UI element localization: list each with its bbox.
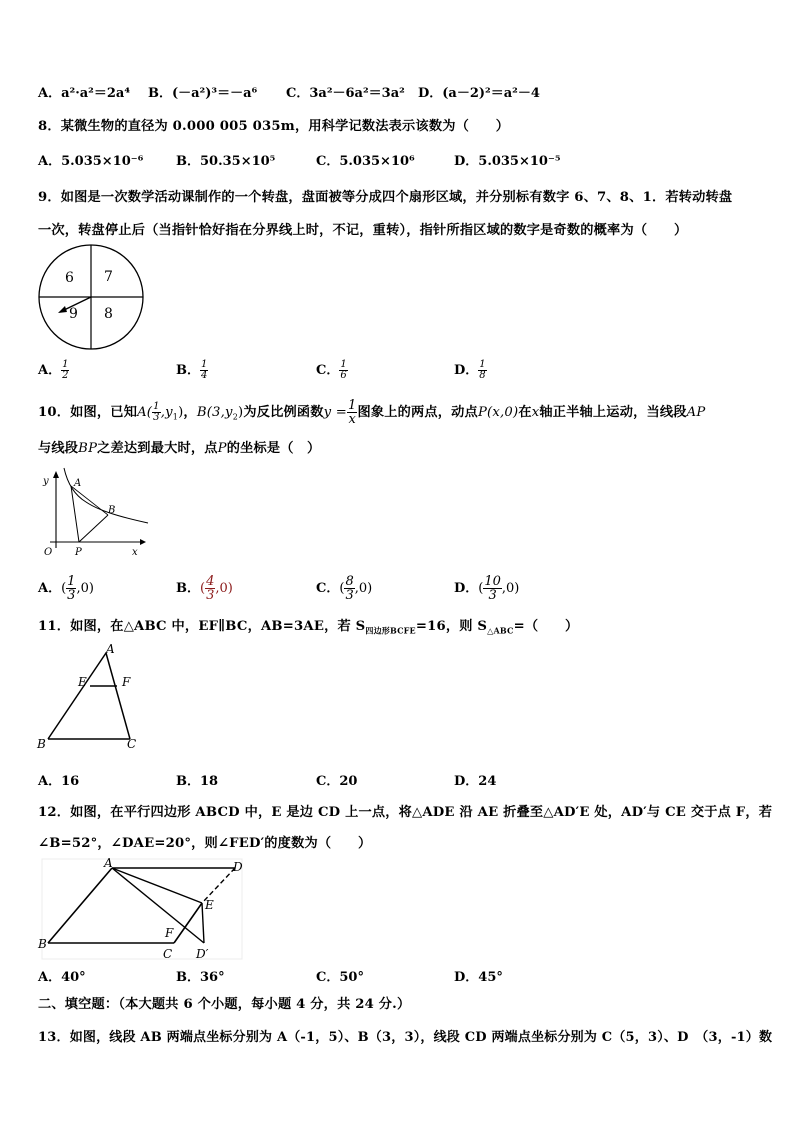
- segment-ae: [112, 868, 202, 903]
- q11-option-c: C．20: [316, 774, 358, 789]
- q10-option-c-tail: ,0): [354, 581, 373, 596]
- point-b-label: B: [108, 505, 116, 516]
- q10-point-a-den: 3: [153, 412, 160, 423]
- q9-stem-line2: 一次，转盘停止后（当指针恰好指在分界线上时，不记，重转），指针所指区域的数字是奇数的概率为（ ）: [38, 223, 688, 238]
- q10-option-c-num: 8: [345, 574, 354, 589]
- sector-label-9: 9: [69, 306, 78, 322]
- q10-text-6: 轴正半轴上运动，当线段: [539, 405, 687, 420]
- q10-function-den: x: [348, 412, 356, 427]
- q10-segment-bp: BP: [78, 441, 98, 456]
- q10-point-a-y: ,y: [160, 405, 173, 420]
- segment-ab: [71, 486, 108, 515]
- q12-parallelogram-figure: [34, 855, 249, 963]
- q10-option-c: C．( $\frac{8}{3}$ ,0): [316, 574, 373, 603]
- q10-point-a-num: 1: [153, 401, 160, 412]
- q9-option-a-num: 1: [62, 359, 69, 370]
- y-axis-label: y: [43, 476, 49, 487]
- q10-text-1: 10．如图，已知: [38, 405, 138, 420]
- segment-ec: [174, 903, 202, 943]
- q10-option-a: A．( $\frac{1}{3}$ ,0): [38, 574, 94, 603]
- q11-sub-quad: 四边形BCFE: [365, 625, 416, 636]
- q13-stem: 13．如图，线段 AB 两端点坐标分别为 A（-1，5）、B（3，3），线段 CD 两端点坐标分别为 C（5，3）、D （3，-1）数: [38, 1030, 773, 1045]
- q8-option-c: C．5.035×10⁶: [316, 154, 415, 169]
- point-e-label: E: [205, 898, 214, 912]
- q9-stem-line1: 9．如图是一次数学活动课制作的一个转盘，盘面被等分成四个扇形区域，并分别标有数字 6、7、8、1．若转动转盘: [38, 190, 733, 205]
- sector-label-6: 6: [65, 270, 74, 286]
- point-d-prime-label: D′: [196, 947, 209, 961]
- q8-stem: 8．某微生物的直径为 0.000 005 035m，用科学记数法表示该数为（ ）: [38, 119, 510, 134]
- q11-text-b: =16，则 S: [415, 619, 488, 634]
- segment-ed-prime: [202, 903, 204, 943]
- point-f-label: F: [122, 675, 131, 689]
- q10-option-d-label: D．: [454, 581, 479, 596]
- vertex-b-label: B: [37, 737, 46, 751]
- q8-option-b: B．50.35×10⁵: [176, 154, 276, 169]
- q8-option-d: D．5.035×10⁻⁵: [454, 154, 561, 169]
- q10-text-4: 图象上的两点，动点: [357, 405, 478, 420]
- q9-option-b-num: 1: [201, 359, 208, 370]
- q12-option-b: B．36°: [176, 970, 225, 985]
- q10-option-c-den: 3: [345, 588, 354, 603]
- q9-option-d-den: 8: [479, 370, 486, 381]
- q10-option-d-den: 3: [488, 588, 497, 603]
- q10-function-num: 1: [347, 398, 357, 413]
- q9-option-b-label: B．: [176, 363, 200, 378]
- origin-label: O: [44, 547, 53, 558]
- q9-option-d-num: 1: [479, 359, 486, 370]
- q9-option-a-label: A．: [38, 363, 62, 378]
- x-axis-label: x: [132, 547, 138, 558]
- q10-point-b: B(3,y: [196, 405, 233, 420]
- q10-option-a-tail: ,0): [76, 581, 94, 596]
- q10-stem-line1: [38, 399, 705, 426]
- q10-point-a-sub: 1: [172, 412, 179, 422]
- q9-option-c-den: 6: [340, 370, 347, 381]
- q7-option-c: C．3a²－6a²＝3a²: [286, 86, 405, 101]
- q9-option-a: [38, 359, 69, 381]
- q10-segment-ap: AP: [686, 405, 706, 420]
- point-a-label: A: [74, 478, 82, 489]
- q10-option-d-tail: ,0): [501, 581, 520, 596]
- q10-x-axis-var: x: [531, 405, 540, 420]
- q10-point-a-close: ): [178, 405, 184, 420]
- q9-option-a-den: 2: [62, 370, 69, 381]
- spinner-figure: [34, 242, 149, 352]
- q7-option-a: A．a²·a²＝2a⁴: [38, 86, 131, 101]
- segment-bp: [79, 515, 108, 542]
- q10-option-b-label: B．: [176, 581, 200, 596]
- x-axis-arrow: [140, 539, 146, 545]
- q9-option-c: [316, 359, 348, 381]
- q10-option-b-num: 4: [206, 574, 215, 589]
- q10-function-y: y =: [323, 405, 347, 420]
- vertex-c-label: C: [163, 947, 173, 961]
- q10-option-a-num: 1: [67, 574, 76, 589]
- q11-triangle-figure: [34, 644, 144, 754]
- q10-line2-text-a: 与线段: [38, 441, 79, 456]
- q10-point-b-sub: 2: [232, 412, 238, 422]
- y-axis-arrow: [53, 471, 59, 478]
- q11-text-a: 11．如图，在△ABC 中，EF∥BC，AB=3AE，若 S: [38, 619, 366, 634]
- q9-option-c-label: C．: [316, 363, 340, 378]
- q10-line2-text-b: 之差达到最大时，点: [97, 441, 218, 456]
- q10-text-3: 为反比例函数: [243, 405, 324, 420]
- q12-option-d: D．45°: [454, 970, 503, 985]
- q10-stem-line2: [38, 437, 320, 456]
- spinner-pointer-head: [58, 306, 67, 313]
- q10-option-c-label: C．: [316, 581, 340, 596]
- q10-option-b-den: 3: [206, 588, 215, 603]
- q10-line2-text-c: 的坐标是（ ）: [226, 441, 321, 456]
- hyperbola-curve: [64, 468, 148, 523]
- q11-stem: [38, 615, 578, 637]
- q11-sub-triangle: △ABC: [487, 625, 514, 636]
- q12-stem-line1: 12．如图，在平行四边形 ABCD 中，E 是边 CD 上一点，将△ADE 沿 AE 折叠至△AD′E 处，AD′与 CE 交于点 F，若: [38, 805, 773, 820]
- vertex-a-label: A: [104, 856, 113, 870]
- sector-label-7: 7: [104, 269, 113, 285]
- q9-option-b: [176, 359, 208, 381]
- sector-label-8: 8: [104, 306, 113, 322]
- vertex-d-label: D: [233, 860, 243, 874]
- q11-option-a: A．16: [38, 774, 80, 789]
- point-f-label: F: [165, 926, 174, 940]
- q9-option-b-den: 4: [201, 370, 208, 381]
- q9-option-d-label: D．: [454, 363, 479, 378]
- side-ac: [106, 653, 130, 739]
- vertex-c-label: C: [127, 737, 137, 751]
- q10-option-a-den: 3: [67, 588, 76, 603]
- q10-option-d-num: 10: [484, 574, 501, 589]
- q10-option-d: D．( $\frac{10}{3}$ ,0): [454, 574, 520, 603]
- q10-point-b-close: ): [237, 405, 244, 420]
- vertex-a-label: A: [106, 644, 115, 656]
- q10-text-5: 在: [518, 405, 532, 420]
- q11-option-d: D．24: [454, 774, 497, 789]
- q12-option-a: A．40°: [38, 970, 86, 985]
- q11-text-c: =（ ）: [513, 619, 579, 634]
- q10-point-p: P(x,0): [477, 405, 519, 420]
- point-e-label: E: [78, 675, 87, 689]
- side-ab: [48, 653, 106, 739]
- q9-option-d: [454, 359, 487, 381]
- vertex-b-label: B: [38, 937, 47, 951]
- section-2-heading: 二、填空题：（本大题共 6 个小题，每小题 4 分，共 24 分.）: [38, 997, 411, 1012]
- q10-graph-figure: [36, 466, 154, 558]
- q12-stem-line2: ∠B=52°，∠DAE=20°，则∠FED′的度数为（ ）: [38, 836, 372, 851]
- q10-text-2: ，: [183, 405, 197, 420]
- q12-option-c: C．50°: [316, 970, 364, 985]
- q7-option-b: B．(－a²)³＝－a⁶: [148, 86, 258, 101]
- q9-option-c-num: 1: [340, 359, 347, 370]
- q10-point-p-label: P: [217, 441, 227, 456]
- q10-option-b: B．( $\frac{4}{3}$ ,0): [176, 574, 233, 603]
- side-ab: [48, 868, 112, 943]
- q8-option-a: A．5.035×10⁻⁶: [38, 154, 144, 169]
- point-p-label: P: [75, 547, 82, 558]
- segment-ad-prime: [112, 868, 204, 943]
- q10-point-a-open: A(: [137, 405, 153, 420]
- q10-option-b-tail: ,0): [215, 581, 233, 596]
- q7-option-d: D．(a－2)²＝a²－4: [418, 86, 540, 101]
- segment-ap: [71, 486, 79, 542]
- q11-option-b: B．18: [176, 774, 219, 789]
- q10-option-a-label: A．: [38, 581, 62, 596]
